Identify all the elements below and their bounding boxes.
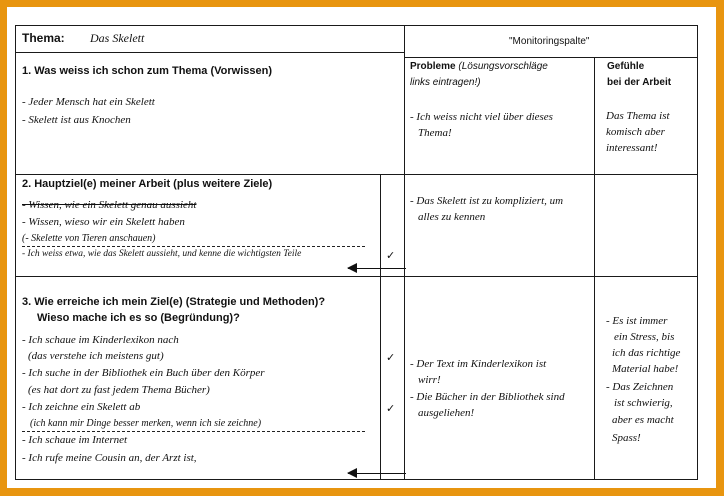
section1-feeling: Das Thema ist — [606, 110, 670, 122]
section2-item: (- Skelette von Tieren anschauen) — [22, 233, 156, 244]
section1-item: - Skelett ist aus Knochen — [22, 114, 131, 126]
section3-problem: - Die Bücher in der Bibliothek sind — [410, 391, 565, 403]
section3-problem: wirr! — [418, 374, 441, 386]
section3-feeling: Spass! — [612, 432, 641, 444]
border-top — [15, 25, 698, 26]
check-column-divider — [380, 174, 381, 480]
section2-arrow — [348, 268, 406, 269]
section3-feeling: - Das Zeichnen — [606, 381, 674, 393]
section1-problem: - Ich weiss nicht viel über dieses — [410, 111, 553, 123]
section3-feeling: - Es ist immer — [606, 315, 668, 327]
section3-title: 3. Wie erreiche ich mein Ziel(e) (Strategie und Methoden)? — [22, 296, 326, 308]
section3-feeling: ich das richtige — [612, 347, 681, 359]
section1-problem: Thema! — [418, 127, 452, 139]
section3-item: (ich kann mir Dinge besser merken, wenn ich sie zeichne) — [30, 418, 262, 429]
section3-subtitle: Wieso mache ich es so (Begründung)? — [37, 312, 240, 324]
probleme-heading — [410, 61, 548, 72]
row-divider-monitoring — [404, 57, 698, 58]
section3-item: - Ich zeichne ein Skelett ab — [22, 401, 141, 413]
section3-item: - Ich suche in der Bibliothek ein Buch über den Körper — [22, 367, 265, 379]
border-bottom — [15, 479, 698, 480]
section3-dashed-line — [22, 431, 365, 432]
section3-feeling: ist schwierig, — [614, 397, 673, 409]
col-divider-feelings — [594, 57, 595, 480]
row-divider-section2 — [15, 174, 698, 175]
section2-checkmark: ✓ — [386, 250, 396, 262]
section3-arrow — [348, 473, 406, 474]
row-divider-section3 — [15, 276, 698, 277]
section2-title: 2. Hauptziel(e) meiner Arbeit (plus weitere Ziele) — [22, 178, 273, 190]
probleme-paren: (Lösungsvorschläge — [458, 61, 548, 72]
border-right — [697, 25, 698, 480]
section1-item: - Jeder Mensch hat ein Skelett — [22, 96, 155, 108]
section3-feeling: ein Stress, bis — [614, 331, 675, 343]
section1-feeling: komisch aber — [606, 126, 665, 138]
section3-item: (das verstehe ich meistens gut) — [28, 350, 164, 362]
section2-item-struck: - Wissen, wie ein Skelett genau aussieht — [22, 199, 197, 211]
section3-item: - Ich rufe meine Cousin an, der Arzt ist, — [22, 452, 197, 464]
section2-problem: - Das Skelett ist zu kompliziert, um — [410, 195, 564, 207]
section3-item: - Ich schaue im Kinderlexikon nach — [22, 334, 179, 346]
gefuehle-heading-1: Gefühle — [607, 61, 645, 72]
border-left — [15, 25, 16, 480]
section3-problem: - Der Text im Kinderlexikon ist — [410, 358, 547, 370]
section3-checkmark: ✓ — [386, 403, 396, 415]
probleme-heading-2: links eintragen!) — [410, 77, 481, 88]
gefuehle-heading-2: bei der Arbeit — [607, 77, 672, 88]
section3-feeling: aber es macht — [612, 414, 674, 426]
section2-dashed-line — [22, 246, 365, 247]
section2-problem: alles zu kennen — [418, 211, 486, 223]
section3-problem: ausgeliehen! — [418, 407, 475, 419]
section2-item-result: - Ich weiss etwa, wie das Skelett aussieht, und kenne die wichtigsten Teile — [22, 249, 302, 259]
section2-item: - Wissen, wieso wir ein Skelett haben — [22, 216, 185, 228]
section3-item: (es hat dort zu fast jedem Thema Bücher) — [28, 384, 210, 396]
monitoring-title: "Monitoringspalte" — [509, 36, 590, 47]
section3-checkmark: ✓ — [386, 352, 396, 364]
section1-title: 1. Was weiss ich schon zum Thema (Vorwissen) — [22, 65, 273, 77]
probleme-label: Probleme — [410, 61, 456, 72]
section3-item: - Ich schaue im Internet — [22, 434, 128, 446]
col-divider-main — [404, 25, 405, 480]
thema-label: Thema: — [22, 31, 65, 45]
thema-value: Das Skelett — [90, 31, 145, 45]
row-divider-header — [15, 52, 405, 53]
section3-feeling: Material habe! — [612, 363, 679, 375]
section1-feeling: interessant! — [606, 142, 658, 154]
